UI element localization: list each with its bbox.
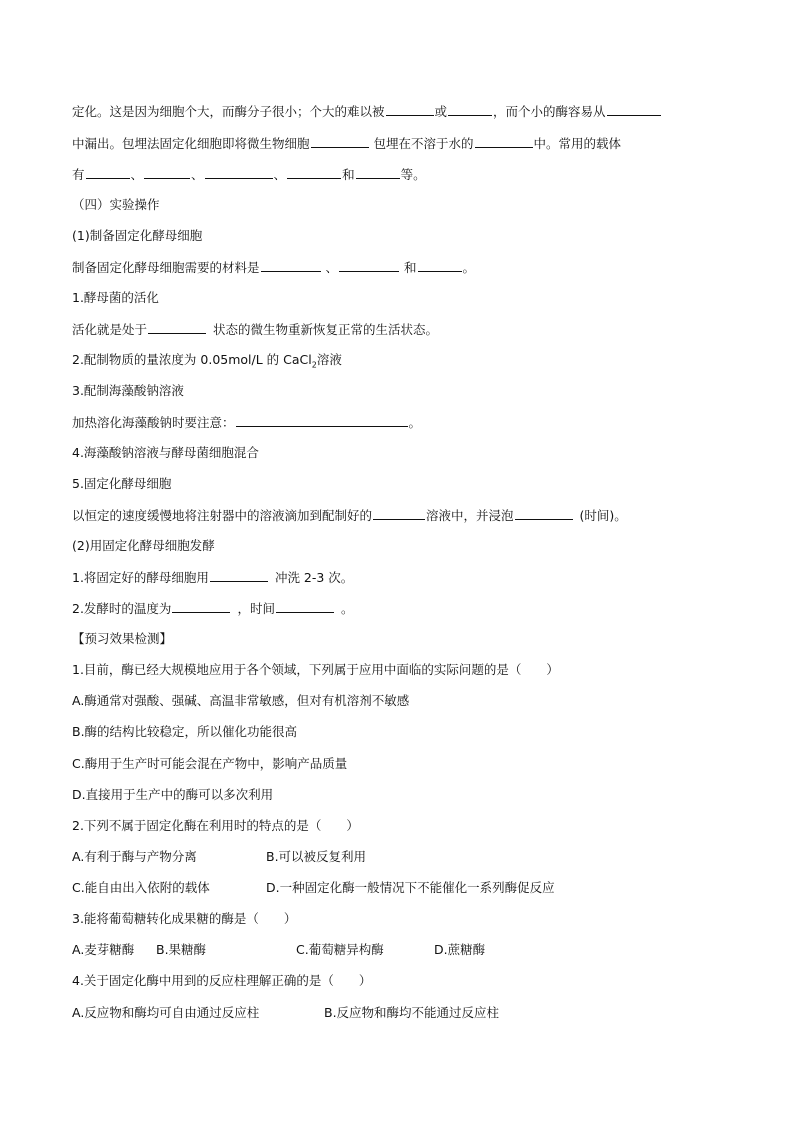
- text: 中漏出。包埋法固定化细胞即将微生物细胞: [72, 136, 310, 151]
- text: 、: [191, 167, 204, 182]
- subsection-heading-2: (2)用固定化酵母细胞发酵: [72, 538, 215, 553]
- subsection-heading: (1)制备固定化酵母细胞: [72, 228, 203, 243]
- blank: [210, 568, 268, 582]
- q3-option-d: D.蔗糖酶: [434, 942, 486, 957]
- q2-option-b: B.可以被反复利用: [266, 849, 367, 864]
- intro-line-1: [72, 102, 662, 121]
- q3-options: [72, 941, 486, 959]
- q2-options-ab: [72, 848, 367, 866]
- text: ，时间: [237, 601, 275, 616]
- ferment-step-1: [72, 568, 353, 587]
- text: (时间)。: [579, 508, 627, 523]
- blank: [386, 102, 434, 116]
- q1-option-b: B.酶的结构比较稳定，所以催化功能很高: [72, 724, 298, 739]
- text: 以恒定的速度缓慢地将注射器中的溶液滴加到配制好的: [72, 508, 373, 523]
- blank: [86, 165, 130, 179]
- step-3: 3.配制海藻酸钠溶液: [72, 383, 184, 398]
- q3-option-a: A.麦芽糖酶: [72, 942, 135, 957]
- materials-line: [72, 258, 475, 277]
- q2-options-cd: [72, 879, 555, 897]
- drip-line: [72, 506, 627, 525]
- blank: [475, 134, 533, 148]
- text: 或: [434, 104, 448, 119]
- blank: [515, 506, 573, 520]
- text: 溶液: [316, 352, 342, 367]
- text: 和: [404, 260, 417, 275]
- text: 活化就是处于: [72, 322, 148, 337]
- text: 冲洗 2-3 次。: [274, 570, 354, 585]
- blank: [236, 413, 408, 427]
- step-4: 4.海藻酸钠溶液与酵母菌细胞混合: [72, 445, 259, 460]
- text: 制备固定化酵母细胞需要的材料是: [72, 260, 260, 275]
- blank: [287, 165, 341, 179]
- blank: [607, 102, 661, 116]
- section-heading: （四）实验操作: [72, 197, 160, 212]
- blank: [311, 134, 369, 148]
- text: 有: [72, 167, 85, 182]
- question-1: 1.目前，酶已经大规模地应用于各个领域，下列属于应用中面临的实际问题的是（ ）: [72, 662, 559, 677]
- q1-option-a: A.酶通常对强酸、强碱、高温非常敏感，但对有机溶剂不敏感: [72, 693, 410, 708]
- blank: [448, 102, 492, 116]
- text: 。: [408, 415, 422, 430]
- blank: [148, 320, 206, 334]
- q1-option-d: D.直接用于生产中的酶可以多次利用: [72, 787, 274, 802]
- text: 中。常用的载体: [533, 136, 622, 151]
- intro-line-2: [72, 134, 621, 153]
- q2-option-a: A.有利于酶与产物分离: [72, 849, 197, 864]
- q4-option-b: B.反应物和酶均不能通过反应柱: [324, 1005, 500, 1020]
- text: 定化。这是因为细胞个大，而酶分子很小；个大的难以被: [72, 104, 385, 119]
- step-1: 1.酵母菌的活化: [72, 290, 159, 305]
- question-2: 2.下列不属于固定化酶在利用时的特点的是（ ）: [72, 818, 359, 833]
- blank: [356, 165, 400, 179]
- blank: [144, 165, 190, 179]
- blank: [339, 258, 399, 272]
- text: 加热溶化海藻酸钠时要注意：: [72, 415, 235, 430]
- text: 、: [273, 167, 287, 182]
- text: 状态的微生物重新恢复正常的生活状态。: [213, 322, 439, 337]
- text: 等。: [400, 167, 426, 182]
- text: 、: [130, 167, 144, 182]
- question-4: 4.关于固定化酶中用到的反应柱理解正确的是（ ）: [72, 973, 372, 988]
- quiz-heading: 【预习效果检测】: [72, 631, 173, 646]
- text: ，而个小的酶容易从: [493, 104, 606, 119]
- text: 溶液中，并浸泡: [426, 508, 514, 523]
- blank: [418, 258, 462, 272]
- q3-option-c: C.葡萄糖异构酶: [296, 942, 384, 957]
- blank: [172, 599, 230, 613]
- q4-options: [72, 1004, 500, 1022]
- intro-line-3: [72, 165, 426, 184]
- subscript: 2: [311, 360, 317, 370]
- step-5: 5.固定化酵母细胞: [72, 476, 172, 491]
- q1-option-c: C.酶用于生产时可能会混在产物中，影响产品质量: [72, 756, 348, 771]
- text: 。: [340, 601, 354, 616]
- q2-option-d: D.一种固定化酶一般情况下不能催化一系列酶促反应: [266, 880, 555, 895]
- heating-line: [72, 413, 421, 432]
- blank: [276, 599, 334, 613]
- blank: [261, 258, 321, 272]
- text: 2.配制物质的量浓度为 0.05mol/L 的 CaCl: [72, 352, 312, 367]
- blank: [373, 506, 425, 520]
- text: 2.发酵时的温度为: [72, 601, 172, 616]
- text: 1.将固定好的酵母细胞用: [72, 570, 209, 585]
- text: 和: [342, 167, 355, 182]
- text: 包埋在不溶于水的: [373, 136, 474, 151]
- text: 、: [325, 260, 339, 275]
- step-2: [72, 351, 342, 375]
- question-3: 3.能将葡萄糖转化成果糖的酶是（ ）: [72, 911, 297, 926]
- blank: [205, 165, 273, 179]
- q4-option-a: A.反应物和酶均可自由通过反应柱: [72, 1005, 260, 1020]
- ferment-step-2: [72, 599, 353, 618]
- text: 。: [462, 260, 476, 275]
- q3-option-b: B.果糖酶: [156, 942, 207, 957]
- q2-option-c: C.能自由出入依附的载体: [72, 880, 210, 895]
- activation-line: [72, 320, 438, 339]
